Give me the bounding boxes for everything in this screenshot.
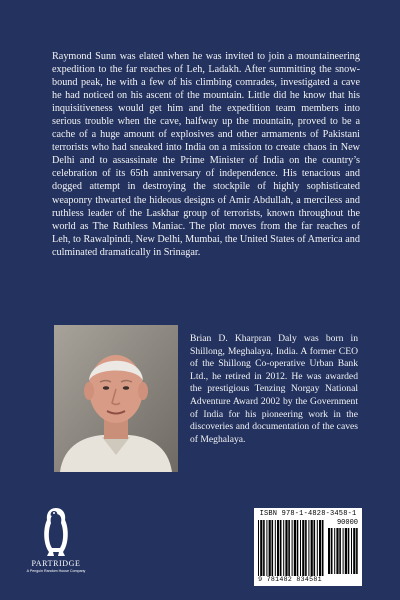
barcode-bar [343,528,344,574]
barcode-bar [353,528,355,574]
penguin-icon [41,506,71,558]
barcode-bar [336,528,338,574]
barcode-bar [297,520,299,576]
barcode-bar [328,528,330,574]
barcode-bar [345,528,347,574]
price-code: 90000 [336,519,358,527]
barcode-bar [292,520,293,576]
barcode-bar [263,520,265,576]
barcode-bar [317,520,318,576]
ean-barcode-bars [258,520,324,576]
book-synopsis: Raymond Sunn was elated when he was invited to join a mountaineering expedition to the far reaches of Leh, Ladakh. After summitting the snow-bound peak, he with a few of his climbing comrades, investigated a cave he had noticed on his ascent of the mountain. Little did he know that his inquisitiveness would get him and the expedition team members into serious trouble when the cave, halfway up the mountain, proved to be a cache of a huge amount of explosives and other armaments of Pakistani terrorists who had sneaked into India on a mission to create chaos in New Delhi and to assassinate the Prime Minister of India on the country’s celebration of its 65th anniversary of independence. His tenacious and dogged attempt in destroying the stockpile of highly sophisticated weaponry thwarted the hideous designs of Amir Abdullah, a merciless and ruthless leader of the Laskhar group of terrorists, known throughout the world as The Ruthless Maniac. The plot moves from the far reaches of Leh, to Rawalpindi, New Delhi, Mumbai, the United States of America and culminated dramatically in Srinagar. [52,51,360,258]
barcode-bar [258,520,259,576]
barcode-bar [334,528,335,574]
barcode-bar [351,528,352,574]
barcode-bar [322,520,324,576]
barcode-bar [339,528,341,574]
barcode-bar [272,520,274,576]
addon-barcode-bars [328,528,358,574]
publisher-logo-block [24,506,88,573]
barcode-bar [308,520,309,576]
barcode-bar [260,520,262,576]
barcode-bar [356,528,358,574]
barcode-bar [294,520,296,576]
barcode-bar [348,528,350,574]
barcode-bar [288,520,290,576]
barcode-bar [285,520,287,576]
barcode-bar [300,520,301,576]
barcode-bar [269,520,271,576]
author-photo [54,325,178,472]
barcode-bar [283,520,284,576]
ean-digits: 9 781482 834581 [258,576,322,583]
barcode-bar [302,520,304,576]
publisher-tagline: A Penguin Random House Company [26,569,86,573]
barcode-bar [280,520,282,576]
barcode-bar [314,520,316,576]
isbn-number: ISBN 978-1-4828-3458-1 [259,510,357,518]
barcode-bar [275,520,276,576]
barcode-bar [319,520,321,576]
barcode-bar [331,528,333,574]
isbn-barcode [254,508,362,586]
barcode-bar [266,520,267,576]
publisher-name: PARTRIDGE [31,559,81,568]
barcode-bar [305,520,307,576]
author-bio: Brian D. Kharpran Daly was born in Shillong, Meghalaya, India. A former CEO of the Shillong Co-operative Urban Bank Ltd., he retired in 2012. He was awarded the prestigious Tenzing Norgay National Adventure Award 2002 by the Government of India for his pioneering work in the discoveries and documentation of the caves of Meghalaya. [190,333,358,445]
barcode-bar [311,520,313,576]
barcode-bar [277,520,279,576]
